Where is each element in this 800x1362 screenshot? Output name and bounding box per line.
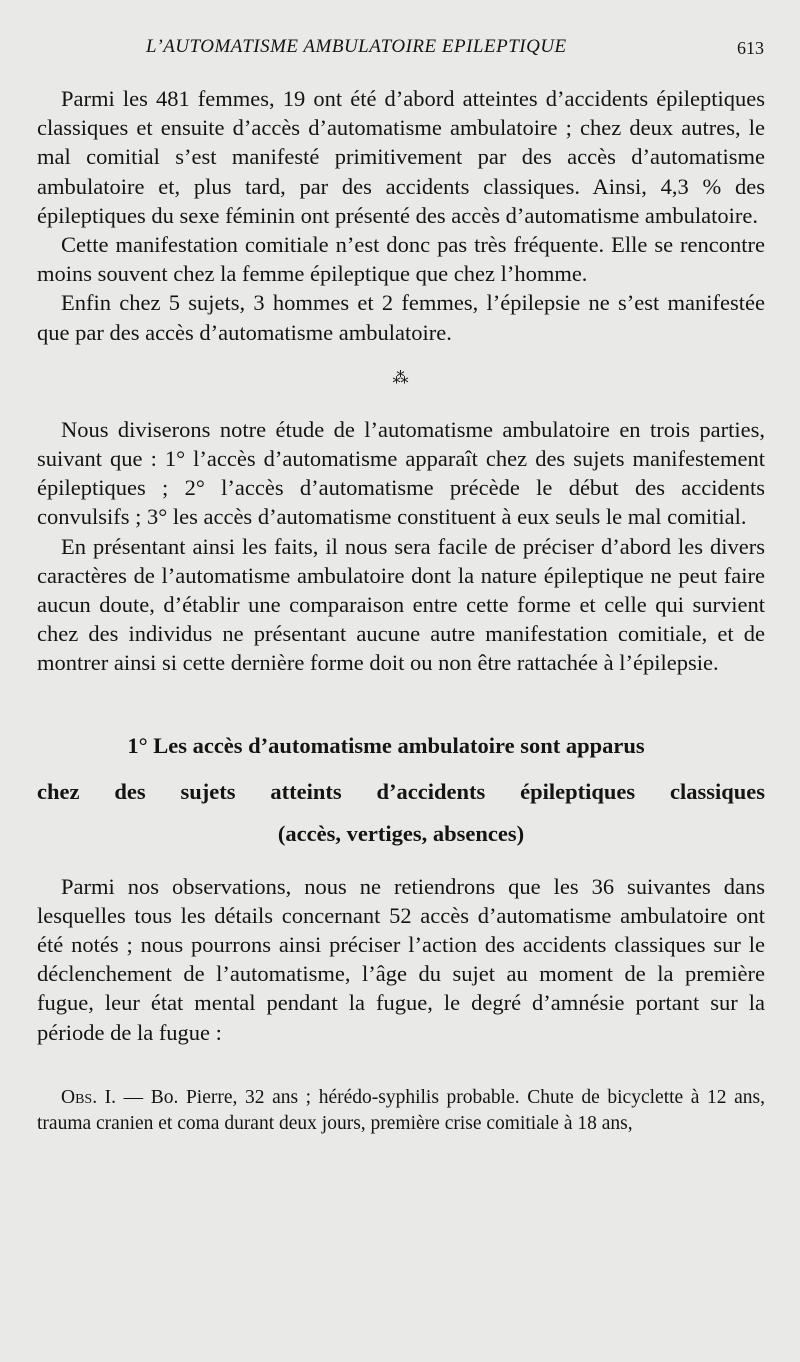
paragraph: Nous diviserons notre étude de l’automatisme ambulatoire en trois parties, suivant que : 1° l’accès d’automatisme apparaît chez des sujets manifestement épileptiques ; 2° l’accès d’automatisme précède le début des accidents convulsifs ; 3° les accès d’automatisme constituent à eux seuls le mal comitial.: [37, 416, 765, 530]
observation-label: Obs. I.: [61, 1086, 117, 1108]
paragraph: Cette manifestation comitiale n’est donc pas très fréquente. Elle se rencontre moins souvent chez la femme épileptique que chez l’homme.: [37, 232, 765, 287]
running-title: L’AUTOMATISME AMBULATOIRE EPILEPTIQUE: [146, 36, 567, 57]
section-heading: [37, 722, 765, 854]
observation-entry: [37, 1085, 765, 1137]
body-text: [37, 84, 765, 1156]
section-heading-line: chez des sujets atteints d’accidents épileptiques classiques: [37, 778, 765, 804]
observation-text: — Bo. Pierre, 32 ans ; hérédo-syphilis probable. Chute de bicyclette à 12 ans, trauma cranien et coma durant deux jours, première crise comitiale à 18 ans,: [37, 1086, 765, 1134]
paragraph: Parmi les 481 femmes, 19 ont été d’abord atteintes d’accidents épileptiques classiques et ensuite d’accès d’automatisme ambulatoire ; chez deux autres, le mal comitial s’est manifesté primitivement par des accès d’automatisme ambulatoire et, plus tard, par des accidents classiques. Ainsi, 4,3 % des épileptiques du sexe féminin ont présenté des accès d’automatisme ambulatoire.: [37, 86, 765, 228]
section-heading-line: 1° Les accès d’automatisme ambulatoire sont apparus: [127, 732, 645, 758]
asterism-separator: ⁂: [392, 369, 410, 387]
paragraph: En présentant ainsi les faits, il nous sera facile de préciser d’abord les divers caractères de l’automatisme ambulatoire dont la nature épileptique ne peut faire aucun doute, d’établir une comparaison entre cette forme et celle qui survient chez des individus ne présentant aucune autre manifestation comitiale, et de montrer ainsi si cette dernière forme doit ou non être rattachée à l’épilepsie.: [37, 533, 765, 676]
section-heading-line: (accès, vertiges, absences): [277, 820, 525, 846]
paragraph: Parmi nos observations, nous ne retiendrons que les 36 suivantes dans lesquelles tous les détails concernant 52 accès d’automatisme ambulatoire ont été notés ; nous pourrons ainsi préciser l’action des accidents classiques sur le déclenchement de l’automatisme, l’âge du sujet au moment de la première fugue, leur état mental pendant la fugue, le degré d’amnésie portant sur la période de la fugue :: [37, 873, 765, 1045]
page-number: 613: [737, 38, 764, 58]
paragraph: Enfin chez 5 sujets, 3 hommes et 2 femmes, l’épilepsie ne s’est manifestée que par des accès d’automatisme ambulatoire.: [37, 290, 765, 345]
